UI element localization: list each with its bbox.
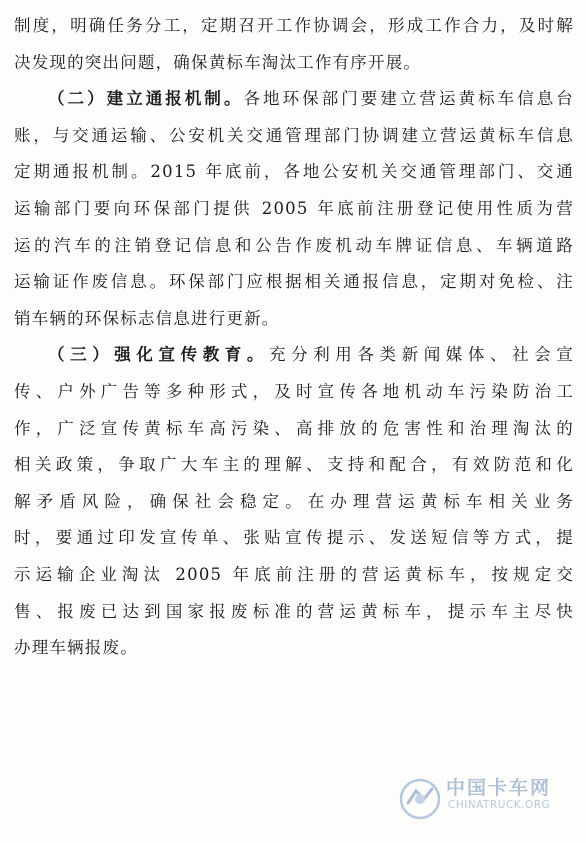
line-text: 解矛盾风险，确保社会稳定。在办理营运黄标车相关业务 (14, 491, 574, 511)
line-text: 作，广泛宣传黄标车高污染、高排放的危害性和治理淘汰的 (14, 418, 574, 438)
line-text: 时，要通过印发宣传单、张贴宣传提示、发送短信等方式，提 (14, 528, 574, 548)
text-line (14, 594, 574, 631)
text-line (14, 557, 574, 594)
line-text: 运的汽车的注销登记信息和公告作废机动车牌证信息、车辆道路 (14, 235, 574, 255)
text-line (14, 154, 574, 191)
text-line (14, 45, 574, 82)
line-text: 相关政策，争取广大车主的理解、支持和配合，有效防范和化 (14, 455, 574, 475)
line-text: 销车辆的环保标志信息进行更新。 (14, 308, 280, 328)
document-body (14, 8, 574, 667)
text-line (14, 337, 574, 374)
watermark (398, 771, 568, 833)
text-line (14, 630, 574, 667)
text-line (14, 118, 574, 155)
section-heading: （三）强化宣传教育。 (48, 345, 269, 365)
line-text: 决发现的突出问题，确保黄标车淘汰工作有序开展。 (14, 52, 422, 72)
line-text: 充分利用各类新闻媒体、社会宣 (269, 345, 574, 365)
section-heading: （二）建立通报机制。 (48, 89, 244, 109)
watermark-name-en: CHINATRUCK.ORG (448, 799, 551, 811)
line-text: 办理车辆报废。 (14, 638, 138, 658)
text-line (14, 301, 574, 338)
line-text: 运输部门要向环保部门提供 2005 年底前注册登记使用性质为营 (14, 198, 574, 218)
line-text: 账，与交通运输、公安机关交通管理部门协调建立营运黄标车信息 (14, 125, 574, 145)
line-text: 示运输企业淘汰 2005 年底前注册的营运黄标车，按规定交 (14, 564, 574, 584)
text-line (14, 264, 574, 301)
line-text: 运输证作废信息。环保部门应根据相关通报信息，定期对免检、注 (14, 272, 574, 292)
line-text: 制度，明确任务分工，定期召开工作协调会，形成工作合力，及时解 (14, 16, 574, 35)
text-line (14, 374, 574, 411)
text-line (14, 520, 574, 557)
text-line (14, 447, 574, 484)
line-text: 定期通报机制。2015 年底前，各地公安机关交通管理部门、交通 (14, 162, 574, 182)
chinatruck-logo-icon (398, 777, 442, 821)
text-line (14, 191, 574, 228)
line-text: 各地环保部门要建立营运黄标车信息台 (243, 89, 574, 109)
watermark-name-cn: 中国卡车网 (446, 777, 552, 799)
text-line (14, 484, 574, 521)
text-line (14, 8, 574, 45)
text-line (14, 411, 574, 448)
line-text: 传、户外广告等多种形式，及时宣传各地机动车污染防治工 (14, 381, 574, 401)
text-line (14, 81, 574, 118)
line-text: 售、报废已达到国家报废标准的营运黄标车，提示车主尽快 (14, 601, 574, 621)
text-line (14, 228, 574, 265)
